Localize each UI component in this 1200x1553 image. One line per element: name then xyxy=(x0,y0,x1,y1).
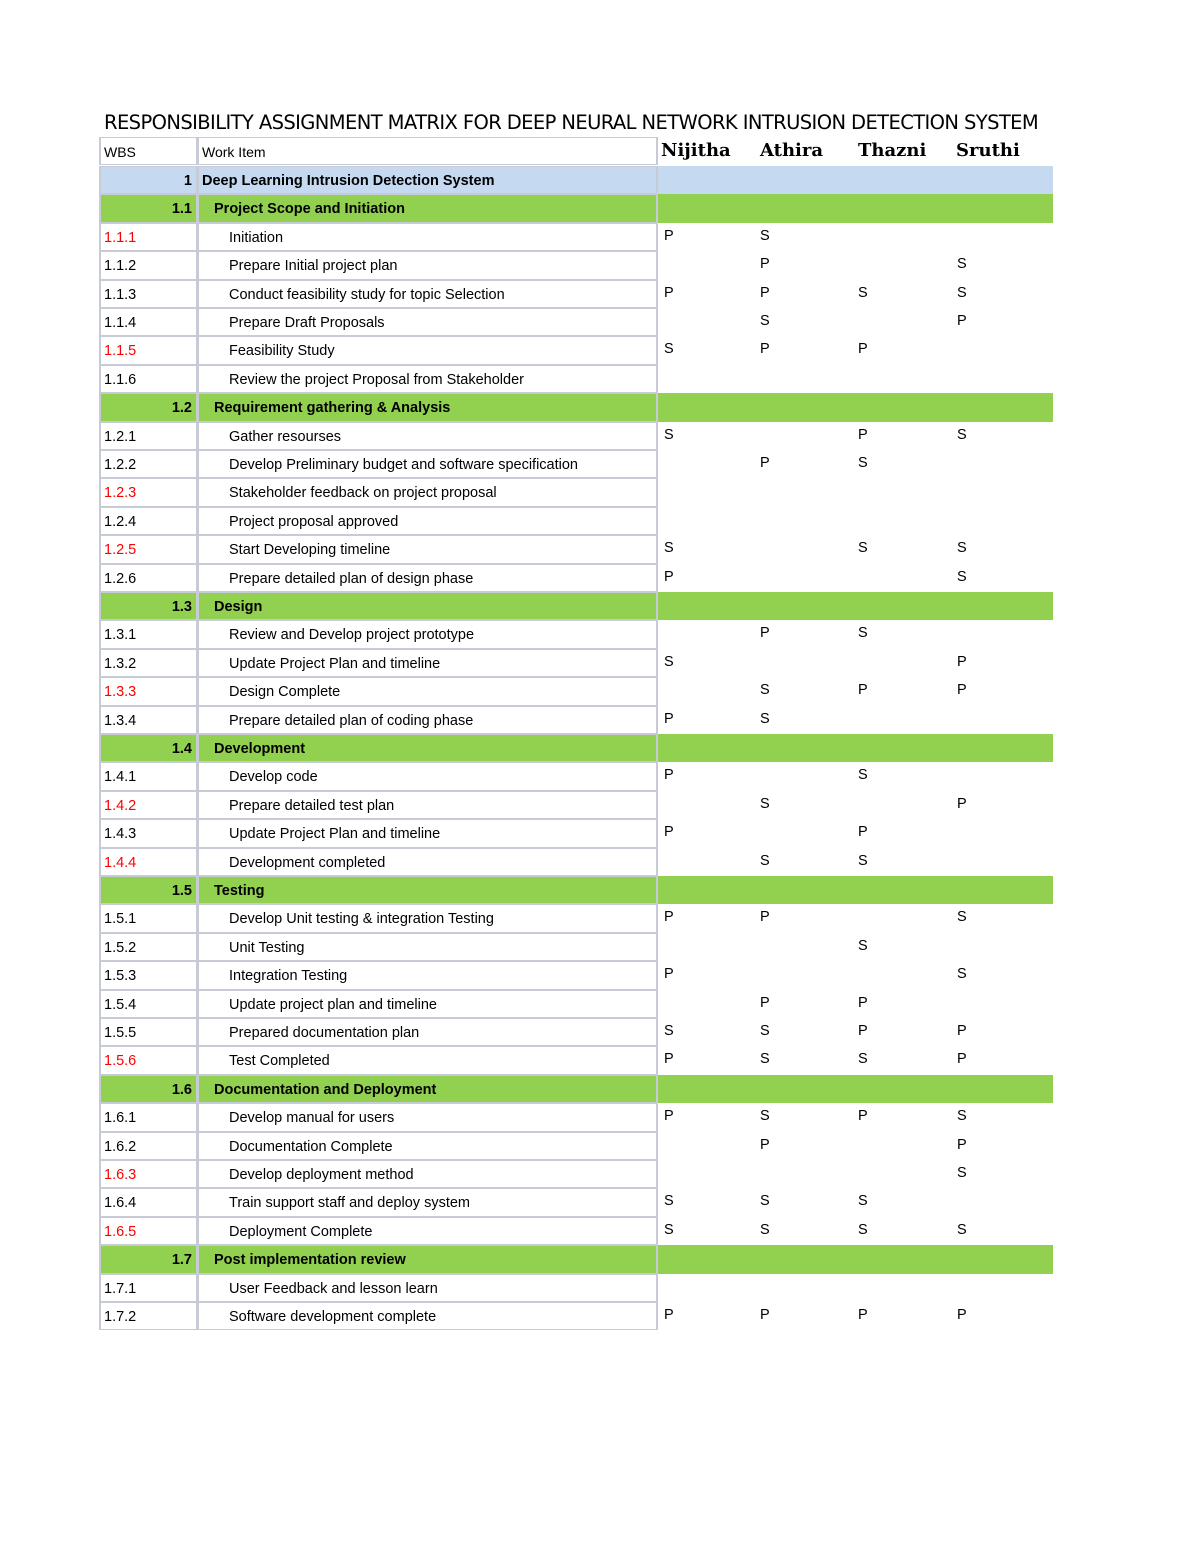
header-person-3: Thazni xyxy=(858,140,927,161)
assignment-2: S xyxy=(760,1051,770,1068)
assignment-2: P xyxy=(760,909,770,926)
wbs-cell: 1.2.2 xyxy=(99,450,198,478)
assignment-2: P xyxy=(760,341,770,358)
work-item-cell xyxy=(198,848,658,876)
assignment-1: P xyxy=(664,1108,674,1125)
assignment-3: P xyxy=(858,824,868,841)
assignment-3: S xyxy=(858,852,868,869)
root-row xyxy=(99,166,1053,194)
work-item-cell xyxy=(198,592,658,620)
page-title: RESPONSIBILITY ASSIGNMENT MATRIX FOR DEEP NEURAL NETWORK INTRUSION DETECTION SYSTEM xyxy=(104,111,1039,134)
assignment-3: S xyxy=(858,284,868,301)
assignment-2: P xyxy=(760,994,770,1011)
table-row xyxy=(99,336,1053,364)
row-band xyxy=(658,1075,1053,1103)
work-item-label: Post implementation review xyxy=(214,1252,406,1269)
table-row xyxy=(99,1217,1053,1245)
work-item-label: Prepared documentation plan xyxy=(229,1025,420,1041)
wbs-cell: 1.1 xyxy=(99,194,198,222)
assignment-2: S xyxy=(760,795,770,812)
work-item-label: Update Project Plan and timeline xyxy=(229,655,441,672)
header-work-item: Work Item xyxy=(198,137,658,165)
assignment-2: S xyxy=(760,227,770,244)
assignment-3: S xyxy=(858,1051,868,1068)
wbs-cell: 1.4 xyxy=(99,734,198,762)
work-item-label: Stakeholder feedback on project proposal xyxy=(229,485,497,502)
table-row xyxy=(99,1132,1053,1160)
work-item-cell xyxy=(198,393,658,421)
assignment-3: S xyxy=(858,455,868,471)
table-row xyxy=(99,620,1053,648)
assignment-1: S xyxy=(664,426,674,443)
assignment-1: S xyxy=(664,1023,674,1039)
table-row xyxy=(99,649,1053,677)
wbs-cell: 1.5.2 xyxy=(99,933,198,961)
assignment-1: P xyxy=(664,909,674,926)
assignment-1: P xyxy=(664,284,674,301)
work-item-cell xyxy=(198,1132,658,1160)
row-band xyxy=(658,1245,1053,1273)
work-item-label: Initiation xyxy=(229,229,284,246)
work-item-label: Develop manual for users xyxy=(229,1110,395,1127)
row-band xyxy=(658,166,1053,194)
assignment-1: S xyxy=(664,341,674,358)
table-row xyxy=(99,223,1053,251)
assignment-2: P xyxy=(760,1136,770,1153)
assignment-4: S xyxy=(957,966,967,983)
assignment-4: S xyxy=(957,1165,967,1181)
work-item-cell xyxy=(198,620,658,648)
row-band xyxy=(658,734,1053,762)
work-item-label: Gather resourses xyxy=(229,428,342,445)
work-item-cell xyxy=(198,1302,658,1330)
work-item-label: Deployment Complete xyxy=(229,1223,373,1240)
assignment-3: P xyxy=(858,1307,868,1323)
work-item-cell xyxy=(198,734,658,762)
work-item-cell xyxy=(198,1188,658,1216)
work-item-cell xyxy=(198,478,658,506)
work-item-cell xyxy=(198,535,658,563)
wbs-cell: 1.4.4 xyxy=(99,848,198,876)
work-item-label: Integration Testing xyxy=(229,968,348,985)
assignment-2: S xyxy=(760,313,770,329)
assignment-2: S xyxy=(760,1193,770,1210)
work-item-label: Development xyxy=(214,741,306,757)
wbs-cell: 1.6.1 xyxy=(99,1103,198,1131)
header-person-4: Sruthi xyxy=(956,140,1020,161)
work-item-cell xyxy=(198,308,658,336)
assignment-3: S xyxy=(858,767,868,784)
assignment-3: P xyxy=(858,426,868,443)
work-item-cell xyxy=(198,876,658,904)
assignment-2: P xyxy=(760,455,770,471)
table-row xyxy=(99,1160,1053,1188)
wbs-cell: 1.5 xyxy=(99,876,198,904)
wbs-cell: 1.7 xyxy=(99,1245,198,1273)
table-row xyxy=(99,564,1053,592)
table-row xyxy=(99,251,1053,279)
work-item-cell xyxy=(198,1245,658,1273)
work-item-label: Prepare Draft Proposals xyxy=(229,315,385,331)
assignment-4: P xyxy=(957,313,967,329)
work-item-label: Conduct feasibility study for topic Selection xyxy=(229,286,505,303)
wbs-cell: 1.5.6 xyxy=(99,1046,198,1074)
wbs-cell: 1.2.4 xyxy=(99,507,198,535)
assignment-4: S xyxy=(957,540,967,557)
wbs-cell: 1.1.2 xyxy=(99,251,198,279)
work-item-cell xyxy=(198,507,658,535)
wbs-cell: 1.6.2 xyxy=(99,1132,198,1160)
wbs-cell: 1.7.2 xyxy=(99,1302,198,1330)
table-row xyxy=(99,990,1053,1018)
work-item-cell xyxy=(198,649,658,677)
wbs-cell: 1.6 xyxy=(99,1075,198,1103)
assignment-4: P xyxy=(957,1023,967,1039)
wbs-cell: 1.1.3 xyxy=(99,280,198,308)
work-item-label: Test Completed xyxy=(229,1053,330,1070)
work-item-cell xyxy=(198,1274,658,1302)
table-row xyxy=(99,791,1053,819)
table-row xyxy=(99,308,1053,336)
work-item-cell xyxy=(198,280,658,308)
wbs-cell: 1 xyxy=(99,166,198,194)
work-item-cell xyxy=(198,422,658,450)
row-band xyxy=(658,592,1053,620)
table-row xyxy=(99,1274,1053,1302)
wbs-cell: 1.5.1 xyxy=(99,904,198,932)
assignment-2: S xyxy=(760,1023,770,1039)
wbs-cell: 1.3.2 xyxy=(99,649,198,677)
work-item-label: Develop Preliminary budget and software specification xyxy=(229,457,578,473)
work-item-label: Update project plan and timeline xyxy=(229,996,437,1013)
table-row xyxy=(99,535,1053,563)
work-item-label: Design Complete xyxy=(229,684,341,701)
work-item-label: Develop deployment method xyxy=(229,1167,414,1183)
assignment-4: S xyxy=(957,1221,967,1238)
assignment-2: P xyxy=(760,625,770,642)
work-item-cell xyxy=(198,223,658,251)
work-item-cell xyxy=(198,1160,658,1188)
wbs-cell: 1.4.3 xyxy=(99,819,198,847)
row-band xyxy=(658,393,1053,421)
wbs-cell: 1.5.4 xyxy=(99,990,198,1018)
assignment-2: P xyxy=(760,284,770,301)
phase-row xyxy=(99,393,1053,421)
work-item-label: Testing xyxy=(214,883,265,899)
phase-row xyxy=(99,592,1053,620)
work-item-label: Prepare detailed plan of design phase xyxy=(229,570,474,587)
assignment-1: P xyxy=(664,227,674,244)
assignment-3: P xyxy=(858,1023,868,1039)
work-item-label: Prepare detailed plan of coding phase xyxy=(229,712,474,729)
work-item-cell xyxy=(198,365,658,393)
work-item-cell xyxy=(198,564,658,592)
work-item-label: Feasibility Study xyxy=(229,343,335,360)
assignment-1: P xyxy=(664,1307,674,1323)
assignment-2: P xyxy=(760,256,770,273)
assignment-3: P xyxy=(858,682,868,699)
header-row xyxy=(99,137,1053,165)
wbs-cell: 1.1.5 xyxy=(99,336,198,364)
assignment-2: S xyxy=(760,852,770,869)
work-item-label: User Feedback and lesson learn xyxy=(229,1280,438,1297)
work-item-cell xyxy=(198,194,658,222)
work-item-label: Documentation Complete xyxy=(229,1138,393,1155)
work-item-label: Development completed xyxy=(229,854,386,871)
row-band xyxy=(658,876,1053,904)
work-item-cell xyxy=(198,933,658,961)
assignment-3: S xyxy=(858,625,868,642)
assignment-3: P xyxy=(858,341,868,358)
assignment-4: S xyxy=(957,426,967,443)
table-row xyxy=(99,450,1053,478)
table-row xyxy=(99,848,1053,876)
assignment-3: S xyxy=(858,937,868,954)
wbs-cell: 1.6.3 xyxy=(99,1160,198,1188)
header-person-1: Nijitha xyxy=(661,140,731,161)
assignment-1: S xyxy=(664,540,674,557)
wbs-cell: 1.3.1 xyxy=(99,620,198,648)
table-row xyxy=(99,1302,1053,1330)
wbs-cell: 1.2.3 xyxy=(99,478,198,506)
header-wbs: WBS xyxy=(99,137,198,165)
work-item-cell xyxy=(198,819,658,847)
work-item-label: Train support staff and deploy system xyxy=(229,1195,470,1212)
assignment-4: P xyxy=(957,1051,967,1068)
table-row xyxy=(99,507,1053,535)
assignment-3: S xyxy=(858,1221,868,1238)
assignment-1: P xyxy=(664,568,674,585)
phase-row xyxy=(99,876,1053,904)
work-item-cell xyxy=(198,1075,658,1103)
table-row xyxy=(99,904,1053,932)
assignment-4: S xyxy=(957,1108,967,1125)
wbs-cell: 1.4.2 xyxy=(99,791,198,819)
table-row xyxy=(99,1188,1053,1216)
work-item-label: Documentation and Deployment xyxy=(214,1081,437,1098)
work-item-cell xyxy=(198,762,658,790)
work-item-cell xyxy=(198,990,658,1018)
assignment-4: S xyxy=(957,256,967,273)
assignment-4: S xyxy=(957,568,967,585)
assignment-3: P xyxy=(858,994,868,1011)
assignment-1: S xyxy=(664,1221,674,1238)
wbs-cell: 1.5.5 xyxy=(99,1018,198,1046)
assignment-4: P xyxy=(957,1136,967,1153)
table-row xyxy=(99,933,1053,961)
wbs-cell: 1.3 xyxy=(99,592,198,620)
work-item-label: Review and Develop project prototype xyxy=(229,627,475,644)
assignment-2: S xyxy=(760,710,770,727)
work-item-label: Unit Testing xyxy=(229,939,305,956)
phase-row xyxy=(99,1245,1053,1273)
work-item-label: Start Developing timeline xyxy=(229,542,391,559)
assignment-3: P xyxy=(858,1108,868,1125)
table-row xyxy=(99,1018,1053,1046)
assignment-2: P xyxy=(760,1307,770,1323)
wbs-cell: 1.1.4 xyxy=(99,308,198,336)
work-item-label: Requirement gathering & Analysis xyxy=(214,400,451,417)
work-item-cell xyxy=(198,251,658,279)
work-item-label: Software development complete xyxy=(229,1309,437,1325)
assignment-3: S xyxy=(858,540,868,557)
wbs-cell: 1.7.1 xyxy=(99,1274,198,1302)
table-row xyxy=(99,1046,1053,1074)
wbs-cell: 1.2.1 xyxy=(99,422,198,450)
row-band xyxy=(658,194,1053,222)
assignment-2: S xyxy=(760,1108,770,1125)
work-item-label: Prepare detailed test plan xyxy=(229,797,395,814)
assignment-4: P xyxy=(957,795,967,812)
wbs-cell: 1.2.6 xyxy=(99,564,198,592)
wbs-cell: 1.1.6 xyxy=(99,365,198,393)
wbs-cell: 1.6.4 xyxy=(99,1188,198,1216)
wbs-cell: 1.2 xyxy=(99,393,198,421)
assignment-1: P xyxy=(664,966,674,983)
work-item-cell xyxy=(198,706,658,734)
work-item-label: Prepare Initial project plan xyxy=(229,258,398,275)
wbs-cell: 1.1.1 xyxy=(99,223,198,251)
assignment-1: S xyxy=(664,1193,674,1210)
work-item-label: Deep Learning Intrusion Detection System xyxy=(202,173,495,189)
work-item-cell xyxy=(198,166,658,194)
phase-row xyxy=(99,194,1053,222)
work-item-cell xyxy=(198,1018,658,1046)
work-item-cell xyxy=(198,450,658,478)
phase-row xyxy=(99,734,1053,762)
assignment-2: S xyxy=(760,1221,770,1238)
work-item-label: Update Project Plan and timeline xyxy=(229,826,441,843)
work-item-label: Project Scope and Initiation xyxy=(214,201,405,218)
wbs-cell: 1.5.3 xyxy=(99,961,198,989)
work-item-label: Project proposal approved xyxy=(229,513,399,530)
work-item-label: Design xyxy=(214,599,263,615)
assignment-1: P xyxy=(664,824,674,841)
table-row xyxy=(99,706,1053,734)
work-item-cell xyxy=(198,904,658,932)
table-row xyxy=(99,1103,1053,1131)
table-row xyxy=(99,280,1053,308)
table-row xyxy=(99,677,1053,705)
work-item-cell xyxy=(198,1103,658,1131)
assignment-3: S xyxy=(858,1193,868,1210)
work-item-label: Develop Unit testing & integration Testing xyxy=(229,911,494,928)
work-item-cell xyxy=(198,677,658,705)
assignment-1: P xyxy=(664,710,674,727)
work-item-cell xyxy=(198,961,658,989)
work-item-cell xyxy=(198,1217,658,1245)
work-item-label: Develop code xyxy=(229,769,318,786)
assignment-2: S xyxy=(760,682,770,699)
work-item-cell xyxy=(198,1046,658,1074)
wbs-cell: 1.6.5 xyxy=(99,1217,198,1245)
phase-row xyxy=(99,1075,1053,1103)
table-row xyxy=(99,478,1053,506)
table-row xyxy=(99,365,1053,393)
work-item-cell xyxy=(198,791,658,819)
table-row xyxy=(99,961,1053,989)
wbs-cell: 1.3.4 xyxy=(99,706,198,734)
wbs-cell: 1.2.5 xyxy=(99,535,198,563)
assignment-4: S xyxy=(957,284,967,301)
table-row xyxy=(99,422,1053,450)
table-row xyxy=(99,762,1053,790)
assignment-4: S xyxy=(957,909,967,926)
work-item-label: Review the project Proposal from Stakeholder xyxy=(229,371,524,388)
wbs-cell: 1.3.3 xyxy=(99,677,198,705)
assignment-4: P xyxy=(957,653,967,670)
assignment-1: P xyxy=(664,1051,674,1068)
assignment-4: P xyxy=(957,682,967,699)
assignment-1: P xyxy=(664,767,674,784)
assignment-4: P xyxy=(957,1307,967,1323)
table-row xyxy=(99,819,1053,847)
assignment-1: S xyxy=(664,653,674,670)
header-person-2: Athira xyxy=(760,140,824,161)
work-item-cell xyxy=(198,336,658,364)
wbs-cell: 1.4.1 xyxy=(99,762,198,790)
